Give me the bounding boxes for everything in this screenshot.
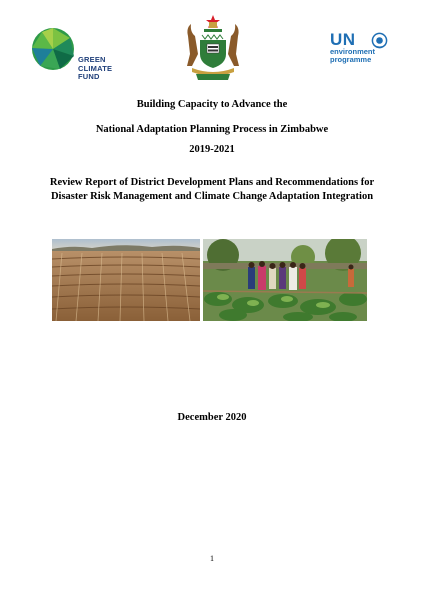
page-number: 1	[210, 554, 214, 563]
un-environment-programme-logo	[330, 32, 400, 74]
report-title-line-2: National Adaptation Planning Process in Zimbabwe	[95, 124, 329, 135]
report-date: December 2020	[177, 412, 247, 423]
gcf-text-line-1: GREEN	[78, 55, 106, 64]
unep-un-text: UN	[330, 30, 356, 49]
community-garden-photo	[203, 239, 367, 321]
report-title-line-1: Building Capacity to Advance the	[136, 99, 288, 110]
green-climate-fund-logo	[30, 26, 130, 86]
report-title-years: 2019-2021	[189, 144, 235, 155]
report-subtitle: Review Report of District Development Plans and Recommendations for Disaster Risk Management and Climate Change Adaptation Integration	[49, 177, 375, 202]
unep-line-2: programme	[330, 55, 372, 64]
un-emblem-icon	[370, 32, 389, 49]
gcf-globe-icon	[30, 26, 76, 72]
gcf-text-line-3: FUND	[78, 72, 100, 81]
unep-line-1: environment	[330, 47, 376, 56]
ploughed-field-photo	[52, 239, 200, 321]
gcf-text-line-2: CLIMATE	[78, 63, 113, 73]
zimbabwe-coat-of-arms	[178, 14, 248, 84]
